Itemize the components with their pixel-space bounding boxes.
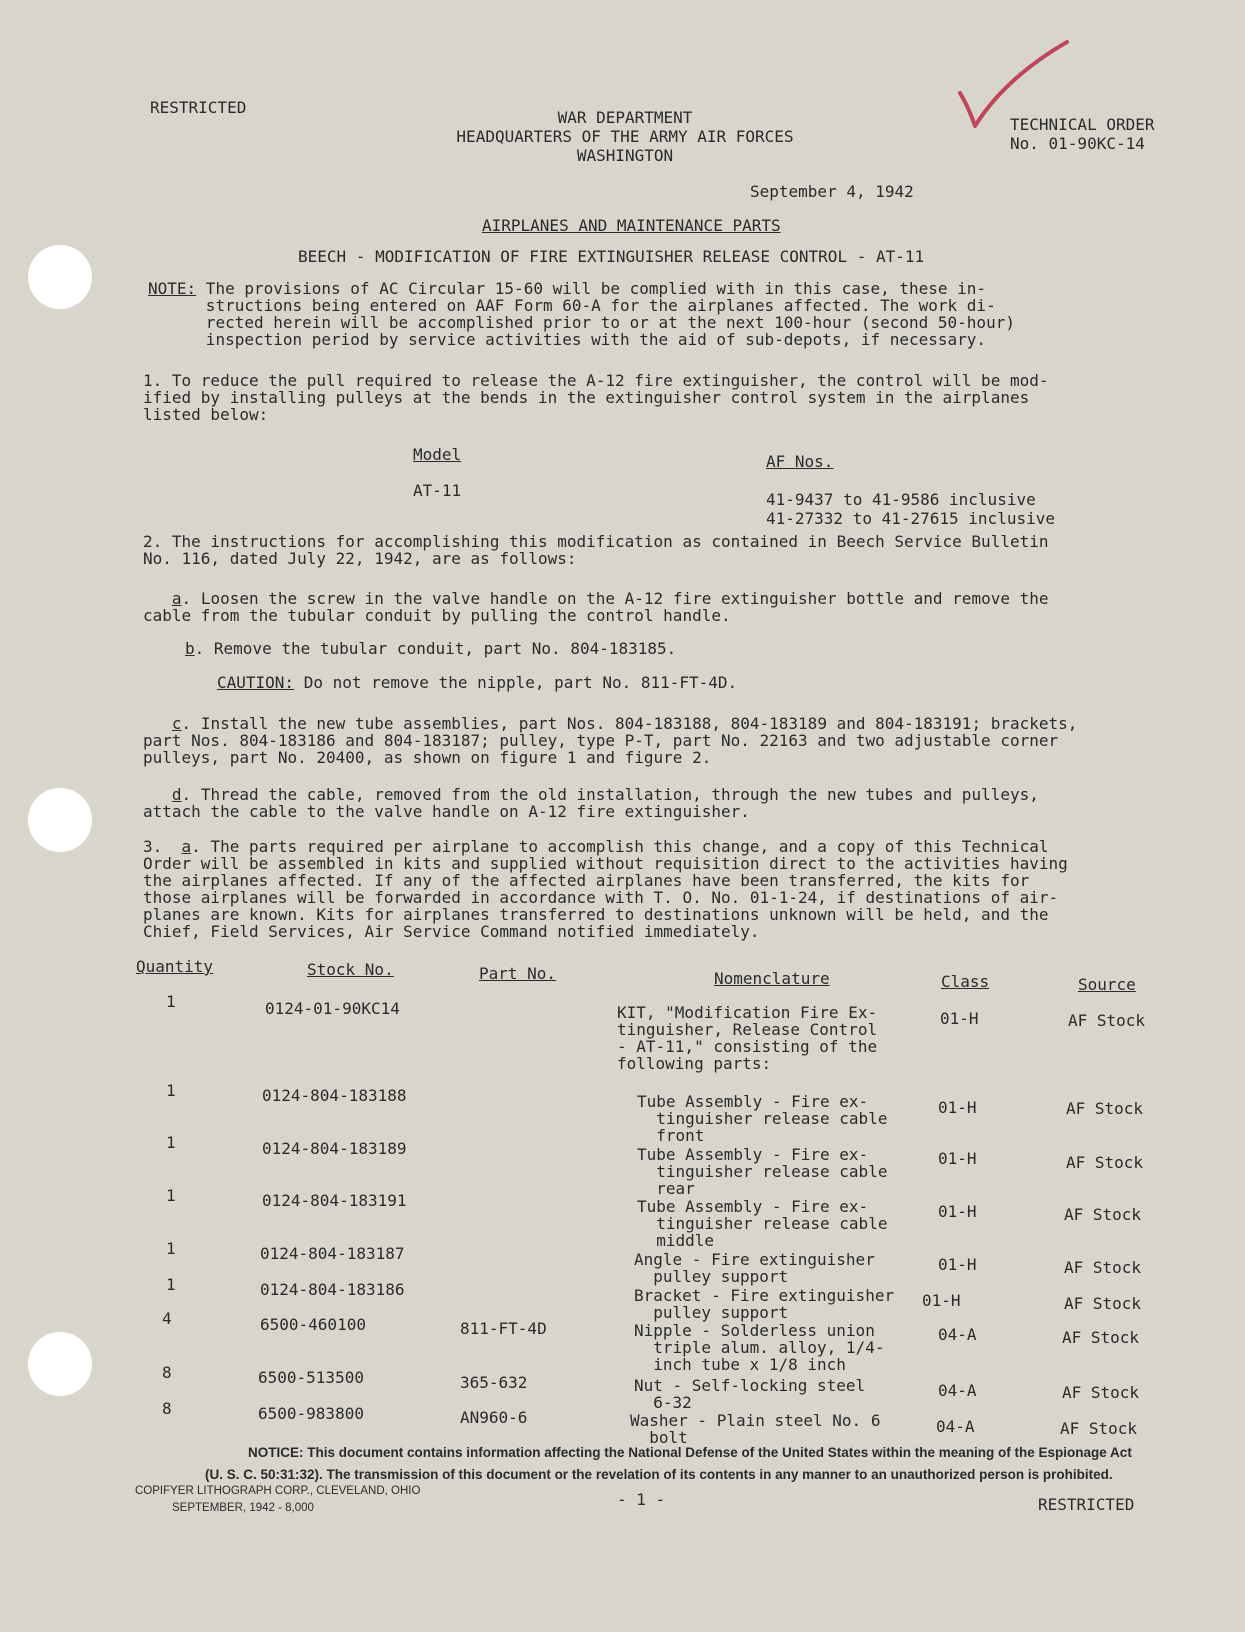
header-source: Source — [1078, 975, 1136, 994]
af-nos-range-1: 41-9437 to 41-9586 inclusive — [766, 490, 1036, 509]
row-class: 01-H — [938, 1149, 977, 1168]
row-nomenclature: Nipple - Solderless union triple alum. alloy, 1/4- inch tube x 1/8 inch — [634, 1321, 885, 1374]
document-date: September 4, 1942 — [750, 182, 914, 201]
p2-line-2: No. 116, dated July 22, 1942, are as follows: — [143, 549, 577, 568]
row-stock-no: 6500-983800 — [258, 1404, 364, 1423]
header-quantity: Quantity — [136, 957, 214, 976]
step-d-line-1: . Thread the cable, removed from the old installation, through the new tubes and pulleys, — [181, 785, 1039, 804]
p2-line-1: 2. The instructions for accomplishing this modification as contained in Beech Service Bulletin — [143, 532, 1049, 551]
header-part-no: Part No. — [479, 964, 557, 983]
step-d — [143, 786, 1039, 820]
p3-line-2: Order will be assembled in kits and supplied without requisition direct to the activities having — [143, 854, 1068, 873]
step-b-letter: b — [185, 639, 195, 658]
row-source: AF Stock — [1066, 1153, 1144, 1172]
step-c-letter: c — [171, 714, 182, 733]
note-line-2: structions being entered on AAF Form 60-A for the airplanes affected. The work di- — [196, 296, 996, 315]
row-part-no: 811-FT-4D — [460, 1319, 547, 1338]
af-nos-header: AF Nos. — [766, 452, 834, 471]
header-class: Class — [941, 972, 990, 991]
paragraph-1 — [143, 372, 1048, 423]
header-stock-no: Stock No. — [307, 960, 394, 979]
af-nos-range-2: 41-27332 to 41-27615 inclusive — [766, 509, 1055, 528]
caution-label: CAUTION: — [217, 673, 295, 692]
row-nomenclature: Angle - Fire extinguisher pulley support — [634, 1250, 875, 1286]
row-stock-no: 0124-804-183191 — [262, 1191, 407, 1210]
step-d-letter: d — [171, 785, 182, 804]
row-stock-no: 0124-804-183188 — [262, 1086, 407, 1105]
step-a — [143, 590, 1049, 624]
row-class: 01-H — [938, 1255, 977, 1274]
technical-order-label: TECHNICAL ORDER — [1010, 115, 1155, 134]
row-source: AF Stock — [1068, 1011, 1146, 1030]
note-line-4: inspection period by service activities with the aid of sub-depots, if necessary. — [196, 330, 987, 349]
row-stock-no: 0124-01-90KC14 — [265, 999, 400, 1018]
header-nomenclature: Nomenclature — [714, 969, 830, 988]
row-nomenclature: Nut - Self-locking steel 6-32 — [634, 1376, 866, 1412]
row-quantity: 1 — [166, 1081, 176, 1100]
row-stock-no: 0124-804-183186 — [260, 1280, 405, 1299]
punch-hole-bottom — [28, 1332, 92, 1396]
row-nomenclature: KIT, "Modification Fire Ex- tinguisher, Release Control - AT-11," consisting of the following parts: — [617, 1003, 878, 1073]
note-line-1: The provisions of AC Circular 15-60 will be complied with in this case, these in- — [196, 279, 987, 298]
p3-line-6: Chief, Field Services, Air Service Command notified immediately. — [143, 922, 760, 941]
row-class: 04-A — [938, 1325, 977, 1344]
step-a-line-2: cable from the tubular conduit by pulling the control handle. — [143, 606, 731, 625]
row-class: 01-H — [938, 1098, 977, 1117]
row-quantity: 4 — [162, 1309, 172, 1328]
row-quantity: 1 — [166, 1239, 176, 1258]
step-b-text: . Remove the tubular conduit, part No. 804-183185. — [194, 639, 677, 658]
row-class: 04-A — [936, 1417, 975, 1436]
step-a-line-1: . Loosen the screw in the valve handle on the A-12 fire extinguisher bottle and remove the — [181, 589, 1049, 608]
subject-title: BEECH - MODIFICATION OF FIRE EXTINGUISHER RELEASE CONTROL - AT-11 — [298, 247, 925, 266]
row-class: 01-H — [922, 1291, 961, 1310]
p3-letter: a — [181, 837, 192, 856]
note-block — [148, 280, 1015, 348]
step-c-line-2: part Nos. 804-183186 and 804-183187; pulley, type P-T, part No. 22163 and two adjustable corner — [143, 731, 1059, 750]
dept-line-3: WASHINGTON — [576, 146, 674, 165]
row-nomenclature: Washer - Plain steel No. 6 bolt — [630, 1411, 881, 1447]
row-stock-no: 0124-804-183189 — [262, 1139, 407, 1158]
row-quantity: 1 — [166, 1133, 176, 1152]
row-nomenclature: Tube Assembly - Fire ex- tinguisher release cable front — [637, 1092, 888, 1145]
row-stock-no: 0124-804-183187 — [260, 1244, 405, 1263]
espionage-notice-line-2: (U. S. C. 50:31:32). The transmission of this document or the revelation of its contents in any manner to an unauthorized person is prohibited. — [205, 1467, 1113, 1482]
restricted-top-label: RESTRICTED — [150, 98, 247, 117]
af-nos-values — [766, 490, 1055, 528]
note-label: NOTE: — [148, 279, 197, 298]
row-nomenclature: Bracket - Fire extinguisher pulley support — [634, 1286, 895, 1322]
dept-line-1: WAR DEPARTMENT — [557, 108, 693, 127]
step-c-line-3: pulleys, part No. 20400, as shown on figure 1 and figure 2. — [143, 748, 712, 767]
row-source: AF Stock — [1062, 1383, 1140, 1402]
row-nomenclature: Tube Assembly - Fire ex- tinguisher release cable rear — [637, 1145, 888, 1198]
row-source: AF Stock — [1064, 1294, 1142, 1313]
step-b — [185, 640, 676, 657]
row-source: AF Stock — [1060, 1419, 1138, 1438]
printer-line-1: COPIFYER LITHOGRAPH CORP., CLEVELAND, OHIO — [135, 1485, 421, 1497]
step-a-letter: a — [171, 589, 182, 608]
row-source: AF Stock — [1064, 1205, 1142, 1224]
row-quantity: 1 — [166, 992, 176, 1011]
row-class: 01-H — [940, 1009, 979, 1028]
row-part-no: 365-632 — [460, 1373, 528, 1392]
punch-hole-middle — [28, 788, 92, 852]
p3-line-4: those airplanes will be forwarded in accordance with T. O. No. 01-1-24, if destinations of air- — [143, 888, 1059, 907]
step-c-line-1: . Install the new tube assemblies, part Nos. 804-183188, 804-183189 and 804-183191; brackets, — [181, 714, 1078, 733]
row-part-no: AN960-6 — [460, 1408, 528, 1427]
restricted-bottom-label: RESTRICTED — [1038, 1495, 1135, 1514]
row-quantity: 8 — [162, 1399, 172, 1418]
row-nomenclature: Tube Assembly - Fire ex- tinguisher release cable middle — [637, 1197, 888, 1250]
model-header: Model — [413, 445, 462, 464]
row-quantity: 8 — [162, 1363, 172, 1382]
step-c — [143, 715, 1077, 766]
page-number: - 1 - — [617, 1490, 666, 1509]
punch-hole-top — [28, 245, 92, 309]
espionage-notice-line-1: NOTICE: This document contains information affecting the National Defense of the United States within the meaning of the Espionage Act — [248, 1445, 1132, 1460]
section-title: AIRPLANES AND MAINTENANCE PARTS — [482, 216, 781, 235]
step-d-line-2: attach the cable to the valve handle on A-12 fire extinguisher. — [143, 802, 750, 821]
technical-order-block — [1010, 115, 1155, 153]
note-line-3: rected herein will be accomplished prior to or at the next 100-hour (second 50-hour) — [196, 313, 1015, 332]
p3-line-1: . The parts required per airplane to accomplish this change, and a copy of this Technical — [191, 837, 1049, 856]
p3-line-3: the airplanes affected. If any of the affected airplanes have been transferred, the kits for — [143, 871, 1030, 890]
caution-text: Do not remove the nipple, part No. 811-FT-4D. — [294, 673, 738, 692]
model-value: AT-11 — [413, 481, 462, 500]
row-stock-no: 6500-460100 — [260, 1315, 366, 1334]
p1-line-3: listed below: — [143, 405, 269, 424]
caution — [217, 674, 737, 691]
dept-line-2: HEADQUARTERS OF THE ARMY AIR FORCES — [456, 127, 794, 146]
p3-line-5: planes are known. Kits for airplanes transferred to destinations unknown will be held, and the — [143, 905, 1049, 924]
row-quantity: 1 — [166, 1186, 176, 1205]
row-source: AF Stock — [1064, 1258, 1142, 1277]
printer-line-2: SEPTEMBER, 1942 - 8,000 — [172, 1502, 314, 1514]
p1-line-1: 1. To reduce the pull required to release the A-12 fire extinguisher, the control will be mod- — [143, 371, 1049, 390]
p3-prefix: 3. — [143, 837, 182, 856]
row-stock-no: 6500-513500 — [258, 1368, 364, 1387]
technical-order-number: No. 01-90KC-14 — [1010, 134, 1145, 153]
row-source: AF Stock — [1062, 1328, 1140, 1347]
row-class: 01-H — [938, 1202, 977, 1221]
p1-line-2: ified by installing pulleys at the bends in the extinguisher control system in the airplanes — [143, 388, 1030, 407]
row-source: AF Stock — [1066, 1099, 1144, 1118]
paragraph-3 — [143, 838, 1068, 940]
paragraph-2 — [143, 533, 1048, 567]
row-quantity: 1 — [166, 1275, 176, 1294]
row-class: 04-A — [938, 1381, 977, 1400]
